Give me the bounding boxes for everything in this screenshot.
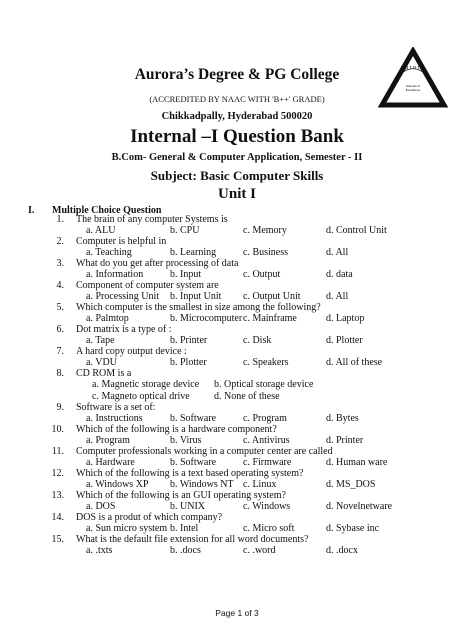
- question-number: 12.: [51, 468, 64, 479]
- option-row: [0, 391, 474, 403]
- section-number: I.: [28, 205, 35, 216]
- question-number: 8.: [56, 368, 64, 379]
- question-text: CD ROM is a: [76, 368, 132, 379]
- question-item: [0, 402, 474, 413]
- answer-option: c. Antivirus: [243, 435, 290, 446]
- answer-option: a. Hardware: [86, 457, 135, 468]
- question-number: 9.: [56, 402, 64, 413]
- answer-option: a. Sun micro system: [86, 523, 168, 534]
- answer-option: d. MS_DOS: [326, 479, 376, 490]
- question-item: [0, 214, 474, 225]
- answer-option: b. Software: [170, 457, 217, 468]
- question-item: [0, 346, 474, 357]
- answer-option: a. Instructions: [86, 413, 143, 424]
- answer-option: c. Windows: [243, 501, 291, 512]
- answer-option: a. Teaching: [86, 247, 132, 258]
- question-item: [0, 280, 474, 291]
- answer-option: b. Input: [170, 269, 202, 280]
- question-text: Which of the following is a hardware component?: [76, 424, 277, 435]
- answer-option: d. Human ware: [326, 457, 388, 468]
- answer-option: c. Output: [243, 269, 281, 280]
- answer-option: b. CPU: [170, 225, 200, 236]
- answer-option: d. None of these: [214, 390, 280, 402]
- answer-option: b. .docs: [170, 545, 201, 556]
- answer-option: b. Virus: [170, 435, 202, 446]
- option-row: [0, 269, 474, 280]
- accreditation-line: (ACCREDITED BY NAAC WITH 'B++' GRADE): [149, 94, 325, 104]
- option-row: [0, 313, 474, 324]
- option-row: [0, 379, 474, 391]
- answer-option: b. Software: [170, 413, 217, 424]
- question-number: 11.: [51, 446, 64, 457]
- question-item: [0, 324, 474, 335]
- question-number: 1.: [56, 214, 64, 225]
- question-text: DOS is a produt of which company?: [76, 512, 223, 523]
- answer-option: c. .word: [243, 545, 276, 556]
- question-list: [0, 214, 474, 556]
- answer-option: d. Plotter: [326, 335, 363, 346]
- answer-option: c. Speakers: [243, 357, 289, 368]
- answer-option: d. Control Unit: [326, 225, 387, 236]
- question-number: 7.: [56, 346, 64, 357]
- answer-option: a. Windows XP: [86, 479, 149, 490]
- option-row: [0, 291, 474, 302]
- question-number: 4.: [56, 280, 64, 291]
- answer-option: b. UNIX: [170, 501, 205, 512]
- question-number: 3.: [56, 258, 64, 269]
- question-number: 10.: [51, 424, 64, 435]
- answer-option: a. VDU: [86, 357, 117, 368]
- question-text: Which of the following is an GUI operating system?: [76, 490, 286, 501]
- option-row: [0, 523, 474, 534]
- answer-option: c. Output Unit: [243, 291, 301, 302]
- question-text: The brain of any computer Systems is: [76, 214, 228, 225]
- question-number: 5.: [56, 302, 64, 313]
- question-number: 6.: [56, 324, 64, 335]
- answer-option: c. Disk: [243, 335, 272, 346]
- answer-option: b. Windows NT: [170, 479, 234, 490]
- option-row: [0, 479, 474, 490]
- question-text: Dot matrix is a type of :: [76, 324, 172, 335]
- answer-option: c. Magneto optical drive: [92, 390, 190, 402]
- question-text: What do you get after processing of data: [76, 258, 239, 269]
- option-row: [0, 413, 474, 424]
- svg-text:Excellence: Excellence: [405, 88, 421, 92]
- answer-option: d. Sybase inc: [326, 523, 380, 534]
- question-number: 2.: [56, 236, 64, 247]
- answer-option: d. data: [326, 269, 353, 280]
- answer-option: d. Novelnetware: [326, 501, 393, 512]
- answer-option: b. Plotter: [170, 357, 207, 368]
- question-text: Software is a set of:: [76, 402, 156, 413]
- answer-option: a. Magnetic storage device: [92, 379, 200, 390]
- question-text: Which computer is the smallest in size among the following?: [76, 302, 321, 313]
- option-row: [0, 357, 474, 368]
- question-item: [0, 424, 474, 435]
- answer-option: d. .docx: [326, 545, 358, 556]
- answer-option: a. DOS: [86, 501, 116, 512]
- answer-option: c. Memory: [243, 225, 287, 236]
- answer-option: b. Printer: [170, 335, 208, 346]
- answer-option: d. Bytes: [326, 413, 359, 424]
- answer-option: b. Microcomputer: [170, 313, 243, 324]
- question-item: [0, 258, 474, 269]
- question-text: Computer is helpful in: [76, 236, 167, 247]
- answer-option: d. Laptop: [326, 313, 365, 324]
- subject-line: Subject: Basic Computer Skills: [150, 168, 324, 183]
- answer-option: b. Learning: [170, 247, 217, 258]
- question-number: 15.: [51, 534, 64, 545]
- unit-heading: Unit I: [218, 186, 256, 202]
- answer-option: a. Tape: [86, 335, 115, 346]
- option-row: [0, 335, 474, 346]
- college-name: Aurora’s Degree & PG College: [134, 66, 340, 83]
- answer-option: c. Business: [243, 247, 288, 258]
- page-footer: Page 1 of 3: [215, 608, 259, 618]
- answer-option: a. Program: [86, 435, 130, 446]
- answer-option: d. Printer: [326, 435, 364, 446]
- question-item: [0, 468, 474, 479]
- question-item: [0, 512, 474, 523]
- answer-option: d. All of these: [326, 357, 383, 368]
- section-title: Multiple Choice Question: [52, 205, 162, 216]
- question-number: 14.: [51, 512, 64, 523]
- answer-option: b. Optical storage device: [214, 379, 314, 390]
- answer-option: a. Information: [86, 269, 144, 280]
- question-text: What is the default file extension for all word documents?: [76, 534, 309, 545]
- question-item: [0, 490, 474, 501]
- question-text: A hard copy output device :: [76, 346, 187, 357]
- question-item: [0, 368, 474, 379]
- question-item: [0, 446, 474, 457]
- question-text: Component of computer system are: [76, 280, 219, 291]
- answer-option: d. All: [326, 247, 349, 258]
- svg-text:Schools of: Schools of: [405, 84, 421, 88]
- answer-option: d. All: [326, 291, 349, 302]
- answer-option: c. Program: [243, 413, 287, 424]
- option-row: [0, 501, 474, 512]
- svg-text:aurora: aurora: [400, 65, 426, 71]
- answer-option: c. Linux: [243, 479, 277, 490]
- answer-option: a. Palmtop: [86, 313, 129, 324]
- option-row: [0, 435, 474, 446]
- answer-option: b. Intel: [170, 523, 199, 534]
- answer-option: a. Processing Unit: [86, 291, 160, 302]
- answer-option: c. Firmware: [243, 457, 292, 468]
- question-item: [0, 302, 474, 313]
- college-address: Chikkadpally, Hyderabad 500020: [161, 111, 313, 122]
- option-row: [0, 247, 474, 258]
- course-line: B.Com- General & Computer Application, Semester - II: [111, 152, 363, 163]
- answer-option: c. Mainframe: [243, 313, 297, 324]
- option-row: [0, 545, 474, 556]
- question-item: [0, 236, 474, 247]
- question-number: 13.: [51, 490, 64, 501]
- answer-option: a. ALU: [86, 225, 116, 236]
- answer-option: a. .txts: [86, 545, 113, 556]
- question-text: Which of the following is a text based operating system?: [76, 468, 304, 479]
- question-item: [0, 534, 474, 545]
- option-row: [0, 457, 474, 468]
- answer-option: b. Input Unit: [170, 291, 222, 302]
- option-row: [0, 225, 474, 236]
- document-title: Internal –I Question Bank: [130, 126, 344, 147]
- question-text: Computer professionals working in a computer center are called: [76, 446, 333, 457]
- answer-option: c. Micro soft: [243, 523, 295, 534]
